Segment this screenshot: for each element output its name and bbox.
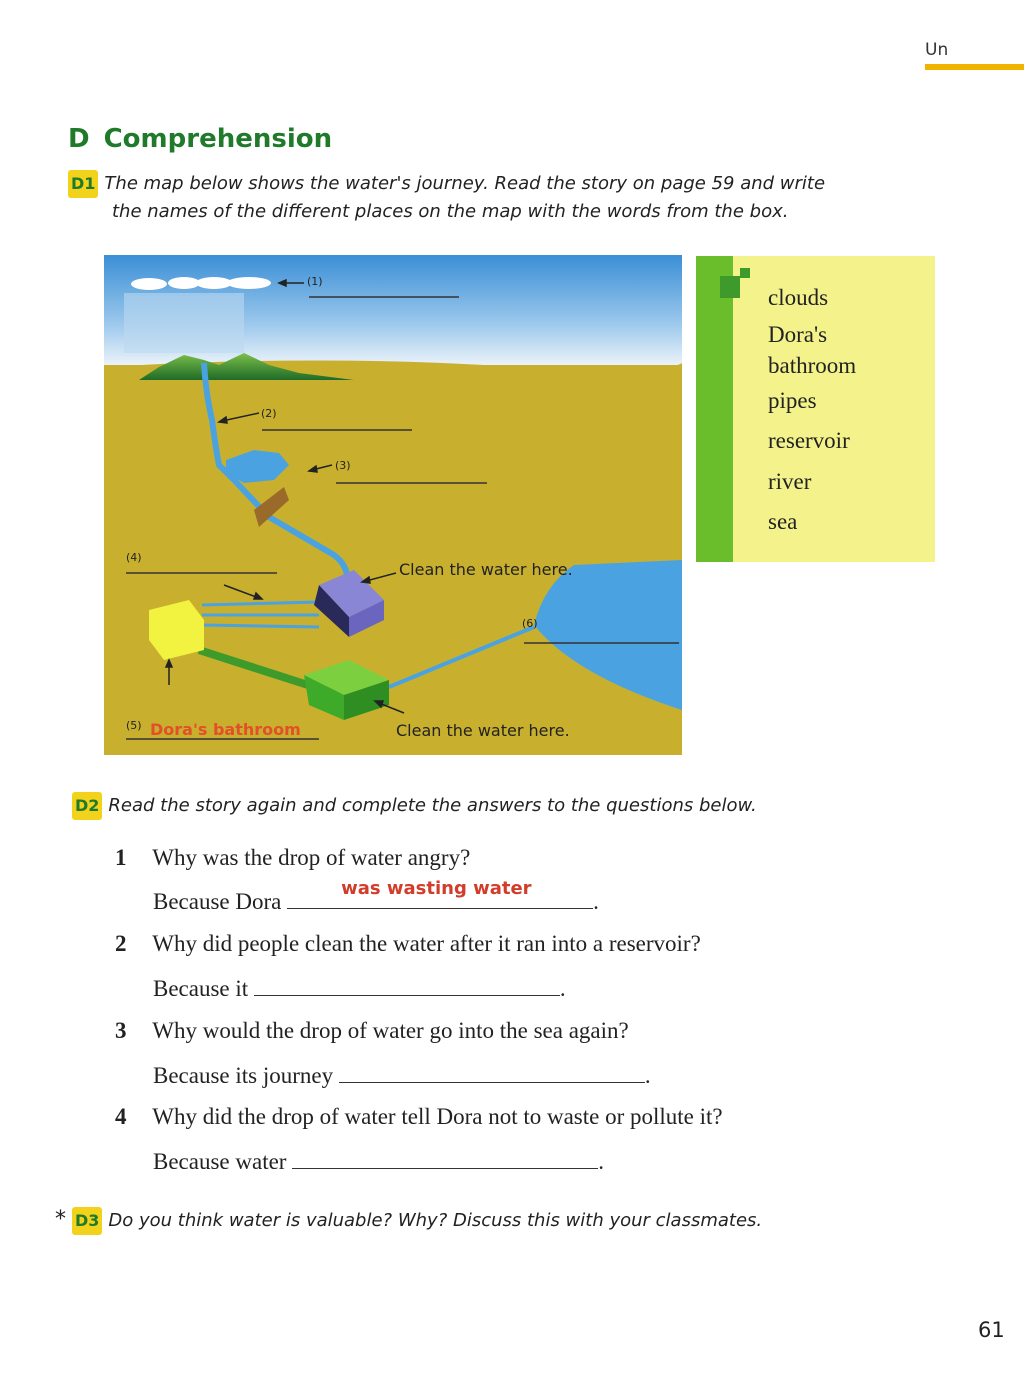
unit-label: Un (925, 40, 949, 60)
question-2 (115, 931, 701, 957)
d2-text: Read the story again and complete the answers to the questions below. (108, 795, 757, 816)
question-number: 3 (115, 1018, 127, 1043)
map-label-5: (5) (126, 719, 142, 732)
word-box-strip (696, 256, 733, 562)
question-text: Why would the drop of water go into the sea again? (152, 1018, 629, 1043)
d3-text: Do you think water is valuable? Why? Discuss this with your classmates. (108, 1210, 763, 1231)
d1-line1: The map below shows the water's journey. Read the story on page 59 and write (104, 173, 826, 194)
answer-stem: Because water (153, 1149, 287, 1174)
answer-stem: Because its journey (153, 1063, 334, 1088)
word-box-decoration (720, 276, 740, 298)
word-box-decoration (740, 268, 750, 278)
section-title-text: Comprehension (103, 124, 333, 154)
map-label-3: (3) (335, 459, 351, 472)
word-item: river (768, 468, 812, 494)
map-label-4: (4) (126, 551, 142, 564)
answer-field[interactable] (254, 973, 560, 996)
answer-1: Because Dora was wasting water . (153, 878, 599, 914)
d1-badge: D1 (68, 170, 98, 198)
answer-field[interactable] (339, 1060, 645, 1083)
map-label-2: (2) (261, 407, 277, 420)
question-4 (115, 1104, 723, 1130)
word-item: sea (768, 509, 798, 534)
question-1 (115, 845, 470, 871)
star-icon: * (55, 1207, 66, 1232)
rain (124, 293, 244, 353)
d1-line2: the names of the different places on the map with the words from the box. (112, 201, 789, 222)
section-title (68, 124, 332, 154)
answer-field[interactable] (292, 1146, 598, 1169)
house-box (149, 600, 204, 660)
map-label-6: (6) (522, 617, 538, 630)
word-item: clouds (768, 285, 829, 310)
answer-3: Because its journey . (153, 1060, 651, 1089)
answer-2: Because it . (153, 973, 566, 1002)
word-item: pipes (768, 387, 817, 413)
answer-stem: Because it (153, 976, 249, 1001)
word-item: Dora's (768, 321, 828, 347)
map-answer-5: Dora's bathroom (150, 720, 301, 739)
d2-instruction (72, 792, 757, 820)
question-number: 2 (115, 931, 127, 956)
d2-badge: D2 (72, 792, 102, 820)
d1-instruction (68, 170, 918, 226)
answer-4: Because water . (153, 1146, 604, 1175)
question-text: Why was the drop of water angry? (152, 845, 471, 870)
d3-badge: D3 (72, 1207, 102, 1235)
question-number: 1 (115, 845, 127, 870)
unit-bar (925, 64, 1024, 70)
word-item: reservoir (768, 428, 850, 453)
question-number: 4 (115, 1104, 127, 1129)
question-3 (115, 1018, 629, 1044)
clean-note-1: Clean the water here. (399, 560, 573, 579)
answer-stem: Because Dora (153, 889, 282, 914)
question-text: Why did people clean the water after it ran into a reservoir? (152, 931, 701, 956)
word-item: bathroom (768, 352, 857, 378)
map-label-1: (1) (307, 275, 323, 288)
word-list (768, 278, 856, 543)
d3-instruction (55, 1206, 762, 1235)
word-box (696, 256, 935, 562)
water-journey-map (104, 255, 682, 755)
question-text: Why did the drop of water tell Dora not to waste or pollute it? (152, 1104, 723, 1129)
page-number: 61 (978, 1318, 1005, 1342)
land (104, 365, 682, 755)
answer-text: was wasting water (341, 878, 532, 899)
section-letter: D (68, 124, 90, 154)
clean-note-2: Clean the water here. (396, 721, 570, 740)
